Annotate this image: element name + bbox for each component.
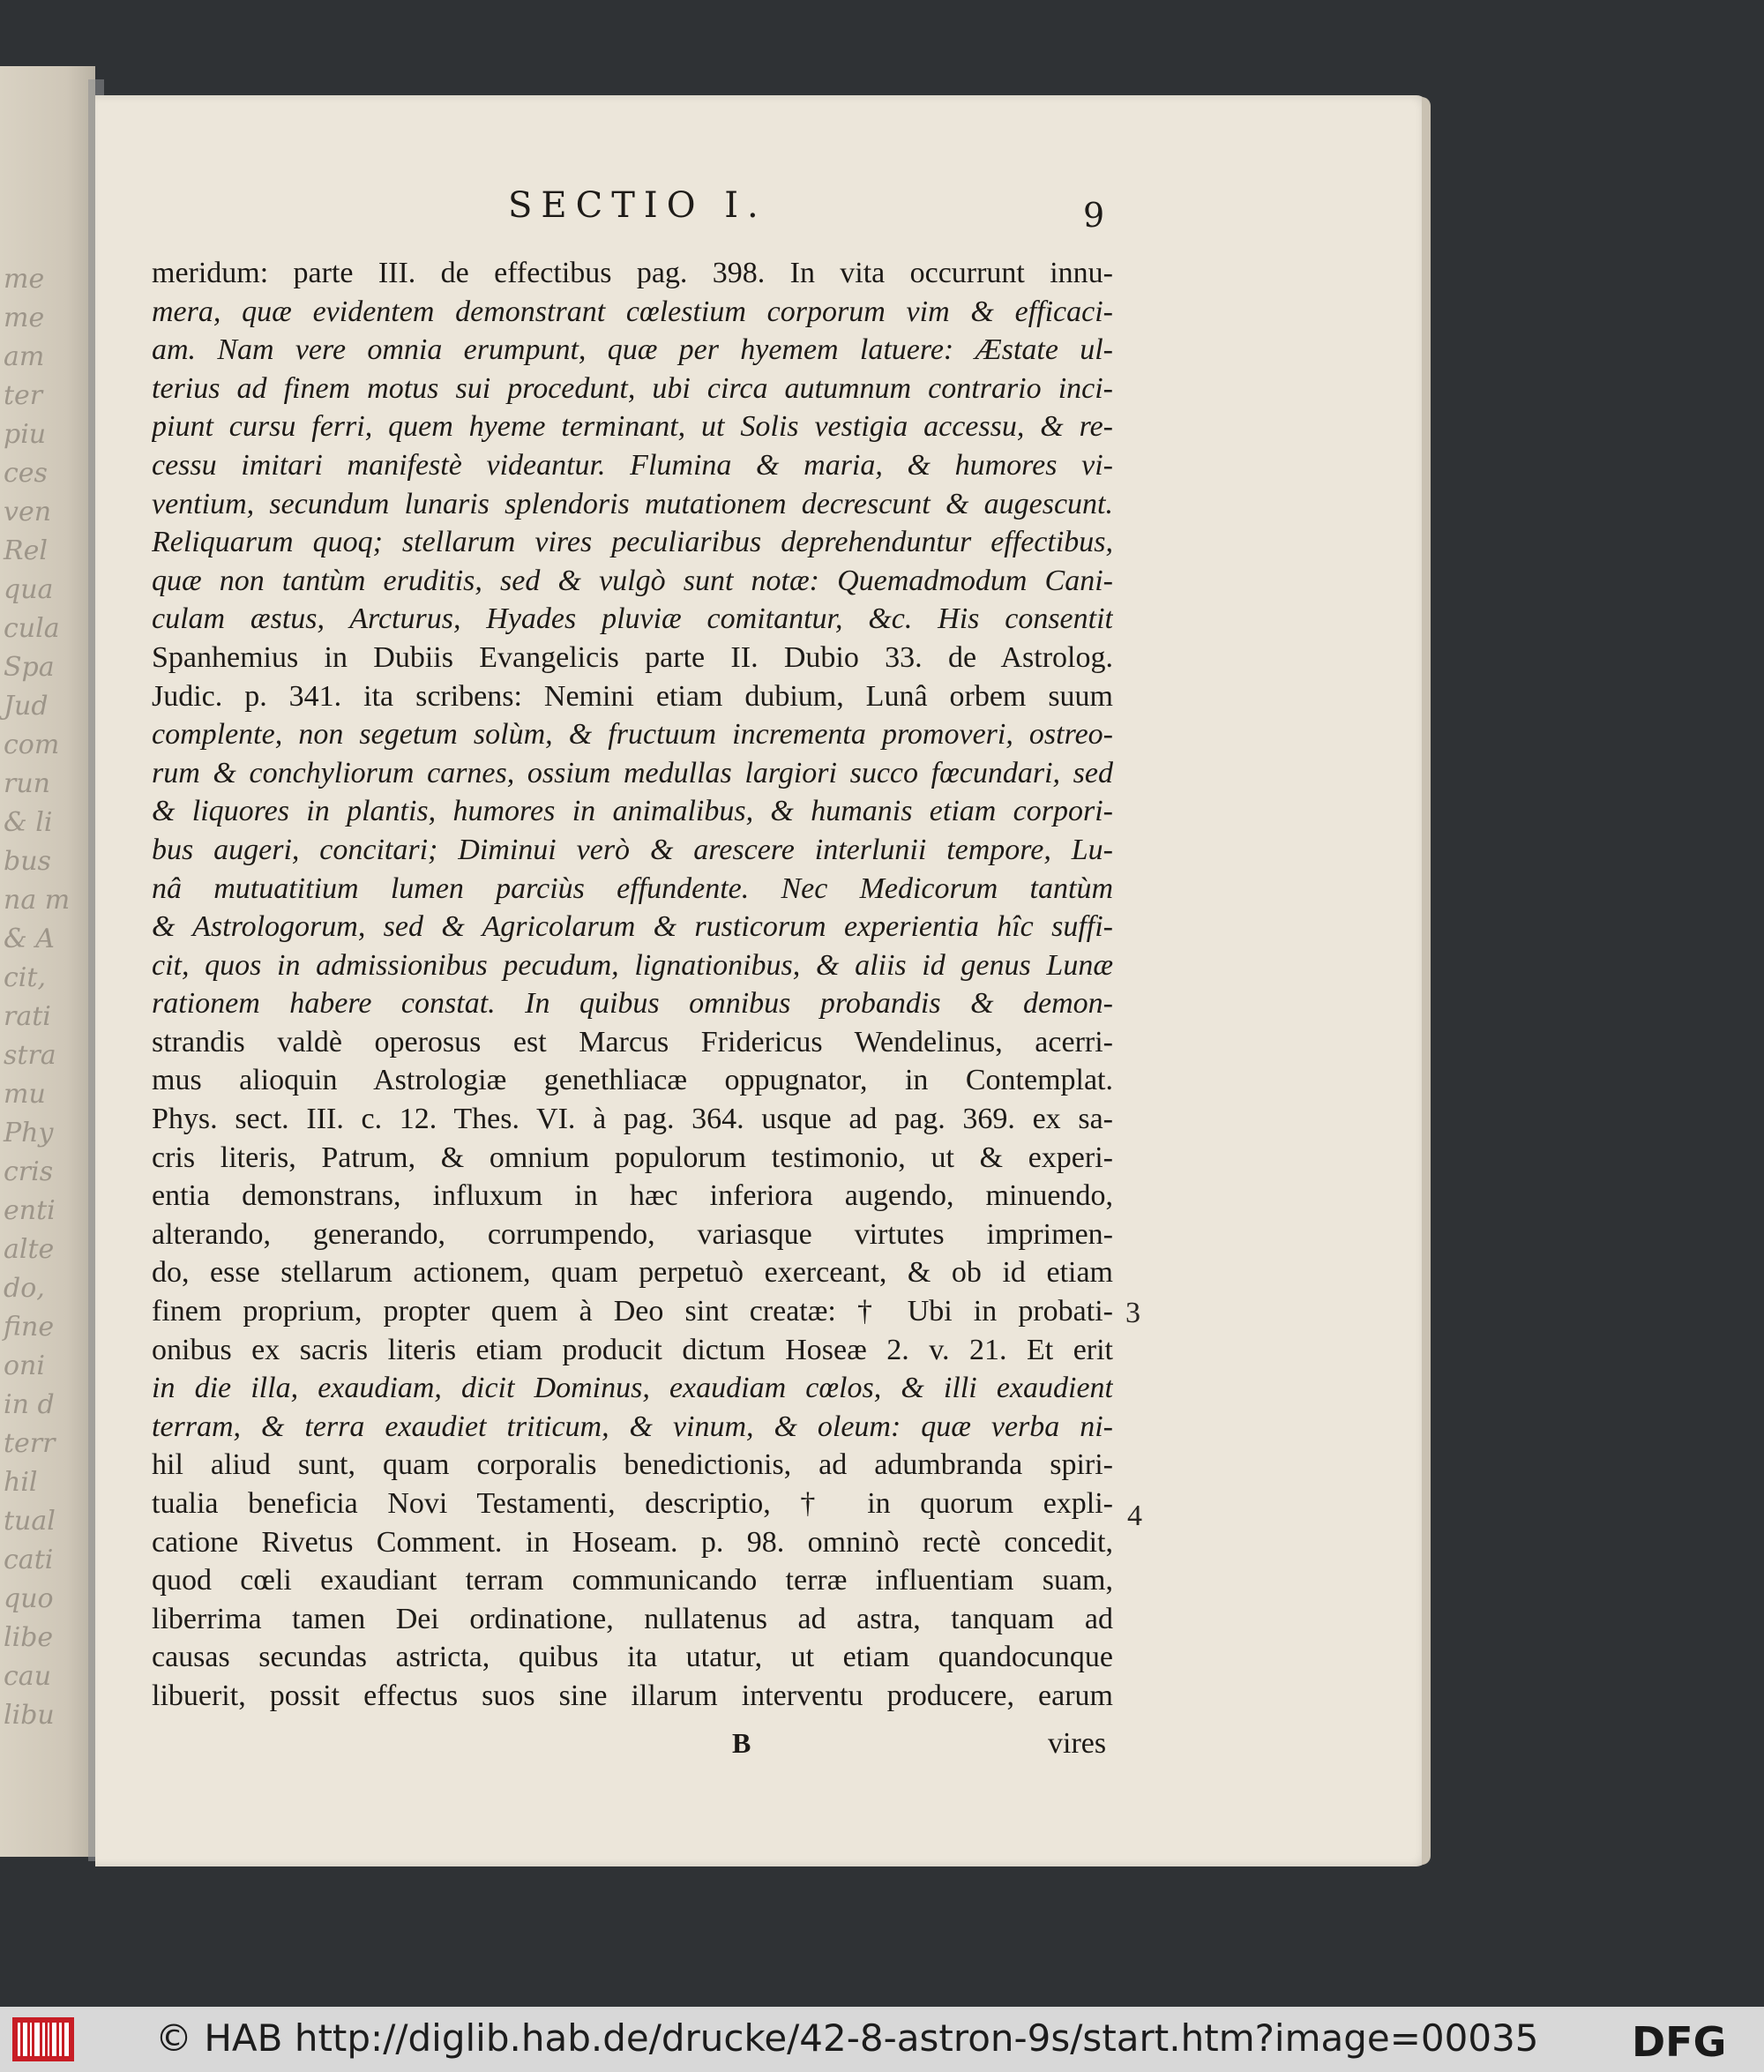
text-line: cit, quos in admissionibus pecudum, lignationibus, & aliis id genus Lunæ — [152, 948, 1113, 982]
text-line: quod cœli exaudiant terram communicando terræ influentiam suam, — [152, 1564, 1113, 1597]
attribution-text: © HAB http://diglib.hab.de/drucke/42-8-astron-9s/start.htm?image=00035 — [155, 2016, 1539, 2060]
text-line: nâ mutuatitium lumen parciùs effundente. Nec Medicorum tantùm — [152, 871, 1113, 905]
text-line: tualia beneficia Novi Testamenti, descriptio, † in quorum expli- — [152, 1487, 1113, 1520]
text-line: & Astrologorum, sed & Agricolarum & rusticorum experientia hîc suffi- — [152, 910, 1113, 944]
text-line: catione Rivetus Comment. in Hoseam. p. 98. omninò rectè concedit, — [152, 1525, 1113, 1559]
dfg-logo — [1630, 2016, 1750, 2063]
margin-note-4: 4 — [1127, 1500, 1142, 1532]
text-line: terius ad finem motus sui procedunt, ubi circa autumnum contrario inci- — [152, 371, 1113, 405]
text-line: strandis valdè operosus est Marcus Fridericus Wendelinus, acerri- — [152, 1025, 1113, 1058]
text-line: onibus ex sacris literis etiam producit dictum Hoseæ 2. v. 21. Et erit — [152, 1333, 1113, 1366]
dfg-logo-text: DFG — [1632, 2018, 1727, 2063]
text-line: causas secundas astricta, quibus ita utatur, ut etiam quandocunque — [152, 1641, 1113, 1674]
text-line: piunt cursu ferri, quem hyeme terminant, ut Solis vestigia accessu, & re- — [152, 410, 1113, 444]
margin-note-3: 3 — [1125, 1297, 1140, 1329]
text-line: am. Nam vere omnia erumpunt, quæ per hyemem latuere: Æstate ul- — [152, 333, 1113, 367]
text-line: hil aliud sunt, quam corporalis benedictionis, ad adumbranda spiri- — [152, 1448, 1113, 1482]
page-number: 9 — [1083, 196, 1105, 235]
text-line: culam æstus, Arcturus, Hyades pluviæ comitantur, &c. His consentit — [152, 602, 1113, 636]
barcode-icon — [12, 2017, 74, 2061]
text-line: libuerit, possit effectus suos sine illarum interventu producere, earum — [152, 1679, 1113, 1712]
text-line: rationem habere constat. In quibus omnibus probandis & demon- — [152, 987, 1113, 1021]
text-line: rum & conchyliorum carnes, ossium medullas largiori succo fœcundari, sed — [152, 756, 1113, 789]
text-line: do, esse stellarum actionem, quam perpetuò exerceant, & ob id etiam — [152, 1256, 1113, 1290]
text-line: quæ non tantùm eruditis, sed & vulgò sunt notæ: Quemadmodum Cani- — [152, 564, 1113, 597]
body-text — [152, 254, 1113, 1716]
text-line: entia demonstrans, influxum in hæc inferiora augendo, minuendo, — [152, 1179, 1113, 1213]
facing-page-edge: me me am ter piu ces ven Rel qua cula Spa Jud com run & li bus na m & A cit, rati stra mu Phy cris enti alte do, fine oni in d terr hil tual cati quo libe cau libu — [0, 66, 95, 1857]
text-line: in die illa, exaudiam, dicit Dominus, exaudiam cœlos, & illi exaudient — [152, 1372, 1113, 1405]
text-line: Phys. sect. III. c. 12. Thes. VI. à pag. 364. usque ad pag. 369. ex sa- — [152, 1103, 1113, 1136]
catchword: vires — [1048, 1727, 1107, 1760]
text-line: mera, quæ evidentem demonstrant cœlestium corporum vim & efficaci- — [152, 295, 1113, 328]
signature-mark: B — [732, 1727, 751, 1759]
text-line: finem proprium, propter quem à Deo sint creatæ: † Ubi in probati- — [152, 1295, 1113, 1328]
text-line: cessu imitari manifestè videantur. Flumina & maria, & humores vi- — [152, 448, 1113, 482]
text-line: complente, non segetum solùm, & fructuum incrementa promoveri, ostreo- — [152, 718, 1113, 752]
text-line: liberrima tamen Dei ordinatione, nullatenus ad astra, tanquam ad — [152, 1602, 1113, 1635]
text-line: mus alioquin Astrologiæ genethliacæ oppugnator, in Contemplat. — [152, 1064, 1113, 1097]
text-line: terram, & terra exaudiet triticum, & vinum, & oleum: quæ verba ni- — [152, 1410, 1113, 1443]
running-header: SECTIO I. — [508, 185, 767, 226]
text-line: Spanhemius in Dubiis Evangelicis parte II. Dubio 33. de Astrolog. — [152, 640, 1113, 674]
text-line: Reliquarum quoq; stellarum vires peculiaribus deprehenduntur effectibus, — [152, 526, 1113, 559]
text-line: cris literis, Patrum, & omnium populorum testimonio, ut & experi- — [152, 1141, 1113, 1174]
text-line: & liquores in plantis, humores in animalibus, & humanis etiam corpori- — [152, 795, 1113, 828]
text-line: meridum: parte III. de effectibus pag. 398. In vita occurrunt innu- — [152, 257, 1113, 289]
page-edge-shadow — [1422, 97, 1431, 1865]
text-line: Judic. p. 341. ita scribens: Nemini etiam dubium, Lunâ orbem suum — [152, 679, 1113, 713]
text-line: bus augeri, concitari; Diminui verò & arescere interlunii tempore, Lu- — [152, 833, 1113, 866]
text-line: ventium, secundum lunaris splendoris mutationem decrescunt & augescunt. — [152, 487, 1113, 520]
text-line: alterando, generando, corrumpendo, variasque virtutes imprimen- — [152, 1217, 1113, 1251]
